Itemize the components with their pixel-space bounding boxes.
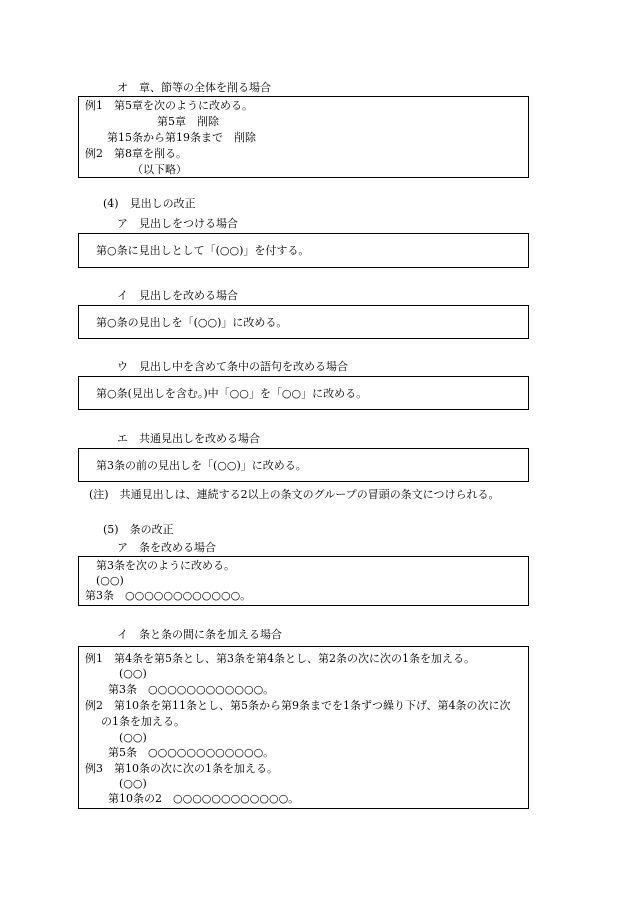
section-4e-heading: エ 共通見出しを改める場合 [117, 432, 260, 445]
example-line: (○○) [96, 574, 124, 587]
section-4-note: (注) 共通見出しは、連続する2以上の条文のグループの冒頭の条文につけられる。 [89, 488, 500, 501]
example-line: (○○) [119, 667, 147, 680]
example-line: 例3 第10条の次に次の1条を加える。 [85, 762, 278, 775]
section-5a-box [78, 556, 529, 606]
section-o-heading: オ 章、節等の全体を削る場合 [117, 81, 271, 94]
example-line: 例2 第10条を第11条とし、第5条から第9条までを1条ずつ繰り下げ、第4条の次に次 [85, 699, 511, 712]
example-line: 第5章 削除 [157, 115, 219, 128]
section-5i-box [78, 646, 529, 809]
example-line: （以下略） [132, 163, 187, 176]
example-line: 第5条 ○○○○○○○○○○○○。 [108, 746, 275, 759]
section-4a-box [78, 233, 529, 268]
example-line: 第3条 ○○○○○○○○○○○○。 [108, 683, 275, 696]
section-4i-heading: イ 見出しを改める場合 [117, 289, 238, 302]
section-5i-heading: イ 条と条の間に条を加える場合 [117, 628, 282, 641]
example-line: 第○条(見出しを含む。)中「○○」を「○○」に改める。 [96, 387, 368, 400]
example-line: 第○条に見出しとして「(○○)」を付する。 [96, 244, 310, 257]
section-o-example-box [78, 96, 529, 178]
example-line: 第3条を次のように改める。 [96, 559, 235, 572]
example-line: の1条を加える。 [101, 715, 185, 728]
section-4e-box [78, 448, 529, 482]
example-line: 例1 第5章を次のように改める。 [85, 99, 253, 112]
example-line: 例2 第8章を削る。 [85, 147, 187, 160]
example-line: 第3条 ○○○○○○○○○○○○。 [85, 589, 252, 602]
example-line: 第3条の前の見出しを「(○○)」に改める。 [96, 459, 307, 472]
example-line: 第○条の見出しを「(○○)」に改める。 [96, 316, 288, 329]
example-line: (○○) [119, 731, 147, 744]
section-5a-heading: ア 条を改める場合 [117, 541, 216, 554]
example-line: 例1 第4条を第5条とし、第3条を第4条とし、第2条の次に次の1条を加える。 [85, 652, 475, 665]
section-4u-box [78, 376, 529, 410]
example-line: 第15条から第19条まで 削除 [107, 131, 256, 144]
section-4u-heading: ウ 見出し中を含めて条中の語句を改める場合 [117, 360, 348, 373]
example-line: 第10条の2 ○○○○○○○○○○○○。 [108, 792, 300, 805]
example-line: (○○) [119, 777, 147, 790]
section-5-heading: (5) 条の改正 [103, 523, 174, 536]
section-4a-heading: ア 見出しをつける場合 [117, 217, 238, 230]
section-4-heading: (4) 見出しの改正 [103, 197, 196, 210]
section-4i-box [78, 305, 529, 339]
